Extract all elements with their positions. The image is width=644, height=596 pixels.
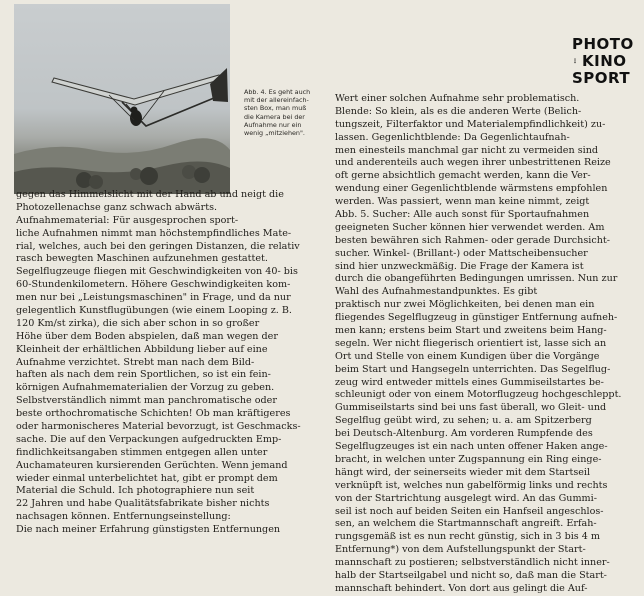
- text-line: gelegentlich Kunstflugübungen (wie einem Looping z. B.: [16, 305, 292, 317]
- text-line: hängt wird, der seinerseits wieder mit dem Startseil: [335, 466, 591, 478]
- text-line: oft gerne absichtlich gemacht werden, kann die Ver-: [335, 170, 591, 182]
- text-line: Aufnahmematerial: Für ausgesprochen sport-: [16, 214, 239, 226]
- text-line: oder harmonischeres Material bevorzugt, ist Geschmacks-: [16, 421, 301, 433]
- text-line: Blende: So klein, als es die anderen Werte (Belich-: [335, 105, 582, 117]
- text-line: Selbstverständlich nimmt man panchromatische oder: [16, 395, 277, 407]
- text-line: praktisch nur zwei Möglichkeiten, bei denen man ein: [335, 299, 595, 311]
- text-line: von der Startrichtung ausgelegt wird. An das Gummi-: [335, 492, 597, 504]
- text-line: verknüpft ist, welches nun gabelförmig links und rechts: [335, 479, 608, 491]
- text-line: rungsgemäß ist es nun recht günstig, sich in 3 bis 4 m: [335, 531, 601, 543]
- text-line: Kleinheit der erhältlichen Abbildung lieber auf eine: [16, 343, 268, 355]
- text-line: tungszeit, Filterfaktor und Materialempfindlichkeit) zu-: [335, 118, 606, 130]
- text-line: 22 Jahren und habe Qualitätsfabrikate bisher nichts: [16, 498, 270, 510]
- text-line: schleunigt oder von einem Motorflugzeug hochgeschleppt.: [335, 389, 622, 401]
- text-line: wieder einmal unterbelichtet hat, gibt er prompt dem: [16, 472, 278, 484]
- text-line: Material die Schuld. Ich photographiere nun seit: [16, 485, 255, 497]
- text-line: durch die obangeführten Bedingungen umrissen. Nun zur: [335, 273, 618, 285]
- text-line: haften als nach dem rein Sportlichen, so ist ein fein-: [16, 369, 271, 381]
- logo-line-sport: SPORT: [572, 69, 631, 87]
- text-line: zeug wird entweder mittels eines Gummiseilstartes be-: [335, 376, 604, 388]
- right-text-column: [335, 93, 637, 596]
- text-line: liche Aufnahmen nimmt man höchstempfindliches Mate-: [16, 227, 292, 239]
- text-line: men einesteils manchmal gar nicht zu vermeiden sind: [335, 144, 599, 156]
- text-line: Entfernung*) von dem Aufstellungspunkt der Start-: [335, 544, 586, 556]
- text-line: seil ist noch auf beiden Seiten ein Hanfseil angeschlos-: [335, 505, 604, 517]
- text-line: men nur bei „Leistungsmaschinen" in Frage, und da nur: [16, 292, 291, 304]
- text-line: bracht, in welchen unter Zugspannung ein Ring einge-: [335, 453, 602, 465]
- caption-line: mit der allereinfach-: [244, 96, 309, 105]
- glider-photo: [14, 4, 230, 194]
- text-line: mannschaft zu postieren; selbstverständlich nicht inner-: [335, 557, 610, 569]
- text-line: Ort und Stelle von einem Kundigen über die Vorgänge: [335, 350, 600, 362]
- text-line: Die nach meiner Erfahrung günstigsten Entfernungen: [16, 524, 281, 536]
- text-line: Segelflugzeuge fliegen mit Geschwindigkeiten von 40- bis: [16, 266, 298, 278]
- text-line: lassen. Gegenlichtblende: Da Gegenlichtaufnah-: [335, 131, 570, 143]
- caption-line: die Kamera bei der: [244, 112, 305, 121]
- text-line: 60-Stundenkilometern. Höhere Geschwindigkeiten kom-: [16, 279, 291, 291]
- caption-line: Aufnahme nur ein: [244, 120, 302, 129]
- text-line: Segelflugzeuges ist ein nach unten offener Haken ange-: [335, 441, 608, 453]
- photo-kino-sport-logo: [572, 36, 638, 87]
- text-line: gegen das Himmelslicht mit der Hand ab und neigt die: [16, 189, 284, 200]
- text-line: werden. Was passiert, wenn man keine nimmt, zeigt: [335, 196, 590, 208]
- text-line: halb der Startseilgabel und nicht so, daß man die Start-: [335, 569, 607, 581]
- text-line: Wahl des Aufnahmestandpunktes. Es gibt: [335, 286, 538, 298]
- text-line: und anderenteils auch wegen ihrer unbestrittenen Reize: [335, 157, 611, 169]
- text-line: geeigneten Sucher können hier verwendet werden. Am: [335, 221, 605, 233]
- text-line: Wert einer solchen Aufnahme sehr problematisch.: [335, 93, 580, 104]
- text-line: besten bewähren sich Rahmen- oder gerade Durchsicht-: [335, 234, 610, 246]
- logo-kino-row: [572, 53, 638, 70]
- text-line: sind hier unzweckmäßig. Die Frage der Kamera ist: [335, 260, 584, 272]
- caption-line: sten Box, man muß: [244, 104, 307, 113]
- text-line: körnigen Aufnahmematerialien der Vorzug zu geben.: [16, 382, 275, 394]
- text-line: sache. Die auf den Verpackungen aufgedruckten Emp-: [16, 433, 282, 445]
- text-line: Abb. 5. Sucher: Alle auch sonst für Sportaufnahmen: [335, 209, 590, 221]
- text-line: mannschaft behindert. Von dort aus gelingt die Auf-: [335, 582, 588, 594]
- text-line: Auchamateuren kursierenden Gerüchten. Wenn jemand: [16, 459, 288, 471]
- text-line: Photozellenachse ganz schwach abwärts.: [16, 201, 218, 213]
- text-line: sen, an welchem die Startmannschaft angreift. Erfah-: [335, 518, 597, 530]
- logo-dots: ⋮: [572, 57, 578, 65]
- text-line: men kann; erstens beim Start und zweitens beim Hang-: [335, 325, 607, 337]
- text-line: Aufnahme verzichtet. Strebt man nach dem Bild-: [16, 356, 255, 368]
- logo-line-kino: KINO: [582, 52, 627, 70]
- text-line: Höhe über dem Boden abspielen, daß man wegen der: [16, 330, 278, 342]
- logo-line-photo: PHOTO: [572, 35, 634, 53]
- left-text-column: [16, 189, 316, 537]
- text-line: fliegendes Segelflugzeug in günstiger Entfernung aufneh-: [335, 312, 618, 324]
- text-line: nachsagen können. Entfernungseinstellung:: [16, 511, 231, 523]
- text-line: rial, welches, auch bei den geringen Distanzen, die relativ: [16, 240, 300, 252]
- text-line: beim Start und Hangsegeln unterrichten. Das Segelflug-: [335, 363, 611, 375]
- text-line: bei Deutsch-Altenburg. Am vorderen Rumpfende des: [335, 428, 593, 440]
- caption-line: wenig „mitziehen".: [244, 129, 305, 138]
- text-line: segeln. Wer nicht fliegerisch orientiert ist, lasse sich an: [335, 337, 607, 349]
- text-line: rasch bewegten Maschinen aufzunehmen gestattet.: [16, 253, 268, 265]
- text-line: Segelflug geübt wird, zu sehen; u. a. am Spitzerberg: [335, 415, 592, 427]
- text-line: 120 Km/st zirka), die sich aber schon in so großer: [16, 317, 260, 329]
- glider-illustration: [14, 4, 230, 194]
- text-line: Gummiseilstarts sind bei uns fast überall, wo Gleit- und: [335, 402, 607, 414]
- text-line: wendung einer Gegenlichtblende wärmstens empfohlen: [335, 183, 608, 195]
- text-line: sucher. Winkel- (Brillant-) oder Mattscheibensucher: [335, 247, 588, 259]
- caption-line: Abb. 4. Es geht auch: [244, 88, 311, 96]
- text-line: beste orthochromatische Schichten! Ob man kräftigeres: [16, 408, 291, 420]
- text-line: findlichkeitsangaben stimmen entgegen allen unter: [16, 446, 268, 458]
